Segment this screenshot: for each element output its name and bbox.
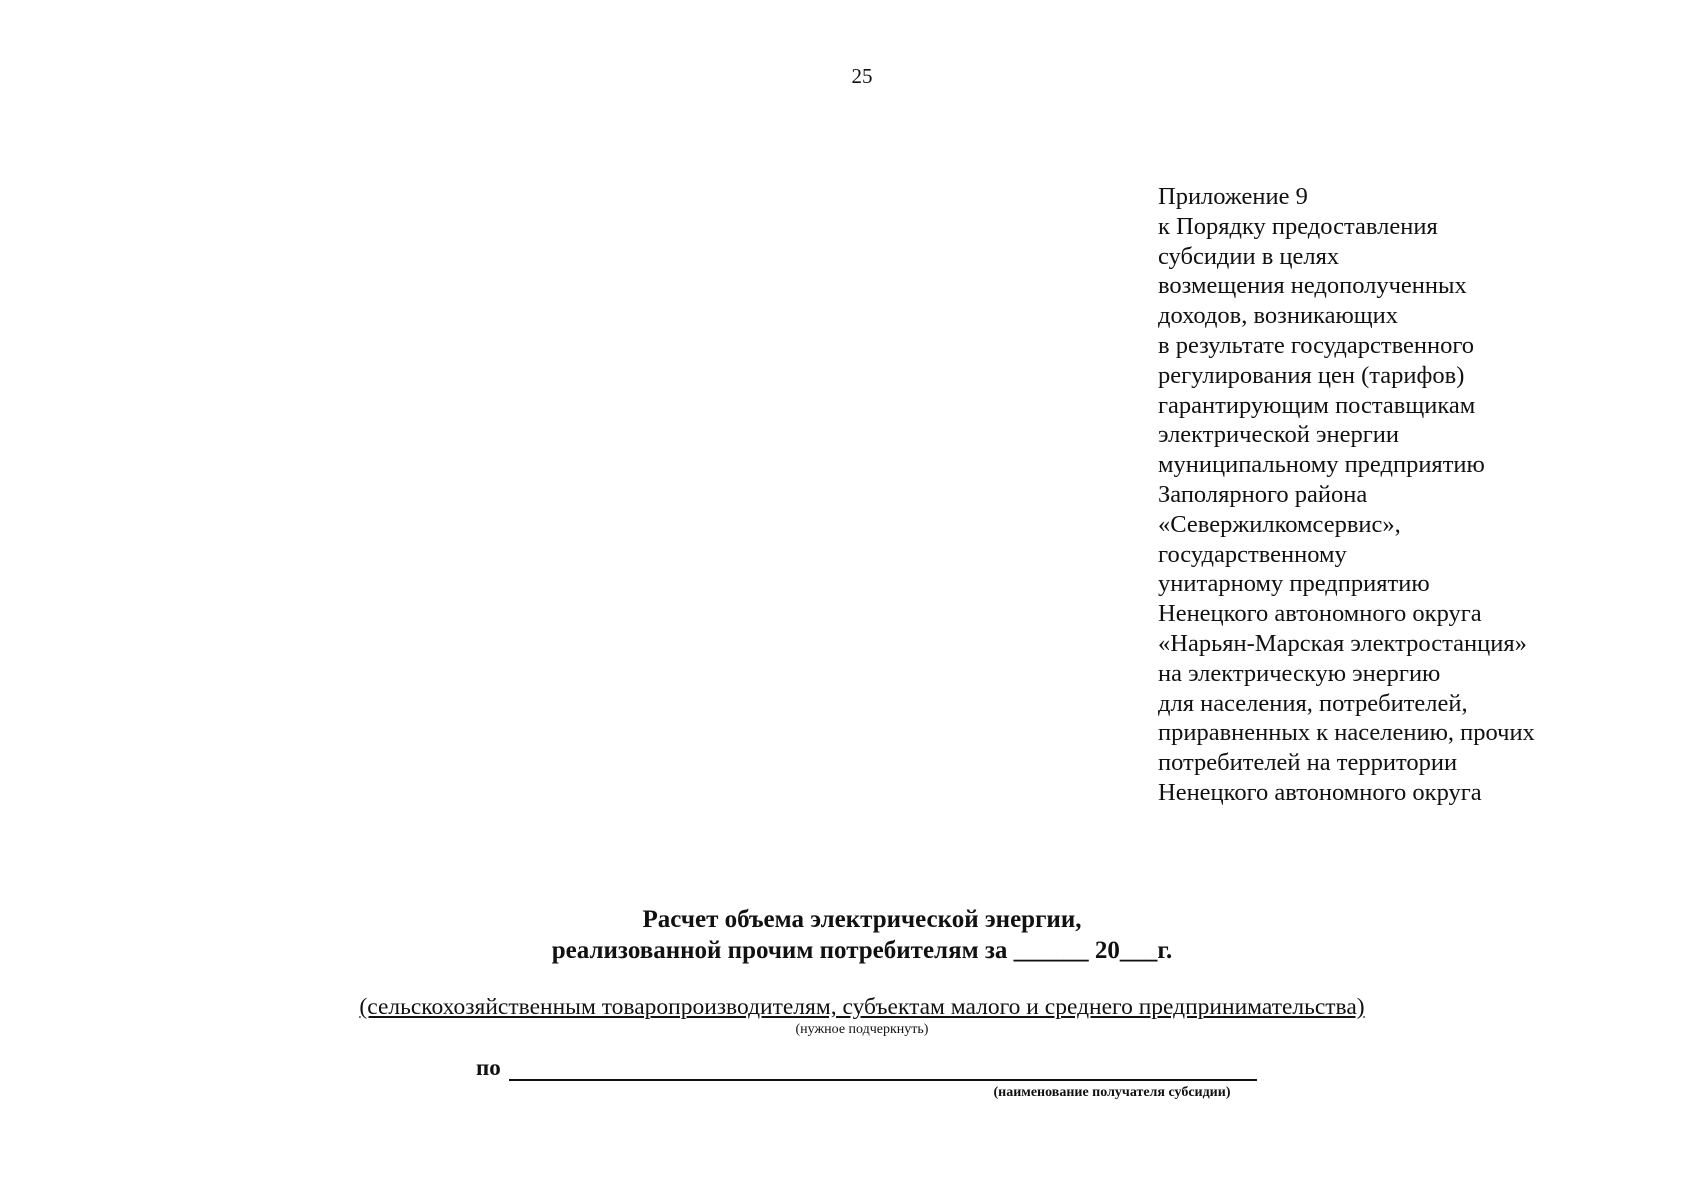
appendix-line: «Севержилкомсервис»,	[1158, 510, 1401, 538]
appendix-line: «Нарьян-Марская электростанция»	[1158, 629, 1527, 657]
appendix-line: Ненецкого автономного округа	[1158, 778, 1482, 806]
appendix-line: гарантирующим поставщикам	[1158, 391, 1476, 419]
appendix-line: к Порядку предоставления	[1158, 212, 1438, 240]
consumer-categories: (сельскохозяйственным товаропроизводителям, субъектам малого и среднего предпринимательства)	[359, 994, 1365, 1020]
appendix-line: Заполярного района	[1158, 480, 1368, 508]
recipient-label: по	[476, 1055, 501, 1080]
appendix-line: субсидии в целях	[1158, 242, 1340, 270]
appendix-line: возмещения недополученных	[1158, 272, 1467, 300]
underline-hint: (нужное подчеркнуть)	[795, 1022, 929, 1037]
appendix-line: потребителей на территории	[1158, 749, 1458, 777]
title-line-1: Расчет объема электрической энергии,	[642, 906, 1082, 933]
appendix-line: для населения, потребителей,	[1158, 689, 1468, 717]
appendix-line: регулирования цен (тарифов)	[1158, 361, 1465, 389]
appendix-line: доходов, возникающих	[1158, 302, 1398, 330]
appendix-line: Приложение 9	[1158, 183, 1308, 210]
appendix-block	[1158, 182, 1678, 808]
appendix-line: на электрическую энергию	[1158, 659, 1441, 687]
appendix-line: унитарному предприятию	[1158, 570, 1430, 598]
title-line-2: реализованной прочим потребителям за ______ 20___г.	[551, 937, 1173, 964]
recipient-caption: (наименование получателя субсидии)	[993, 1085, 1231, 1100]
recipient-row	[476, 1055, 1257, 1081]
document-title	[0, 904, 1698, 966]
appendix-line: приравненных к населению, прочих	[1158, 719, 1535, 747]
recipient-blank-line[interactable]	[509, 1057, 1257, 1081]
appendix-line: Ненецкого автономного округа	[1158, 600, 1482, 628]
appendix-line: государственному	[1158, 540, 1347, 568]
appendix-line: в результате государственного	[1158, 331, 1475, 359]
page-number: 25	[851, 64, 873, 88]
appendix-line: муниципальному предприятию	[1158, 451, 1485, 479]
appendix-line: электрической энергии	[1158, 421, 1399, 449]
